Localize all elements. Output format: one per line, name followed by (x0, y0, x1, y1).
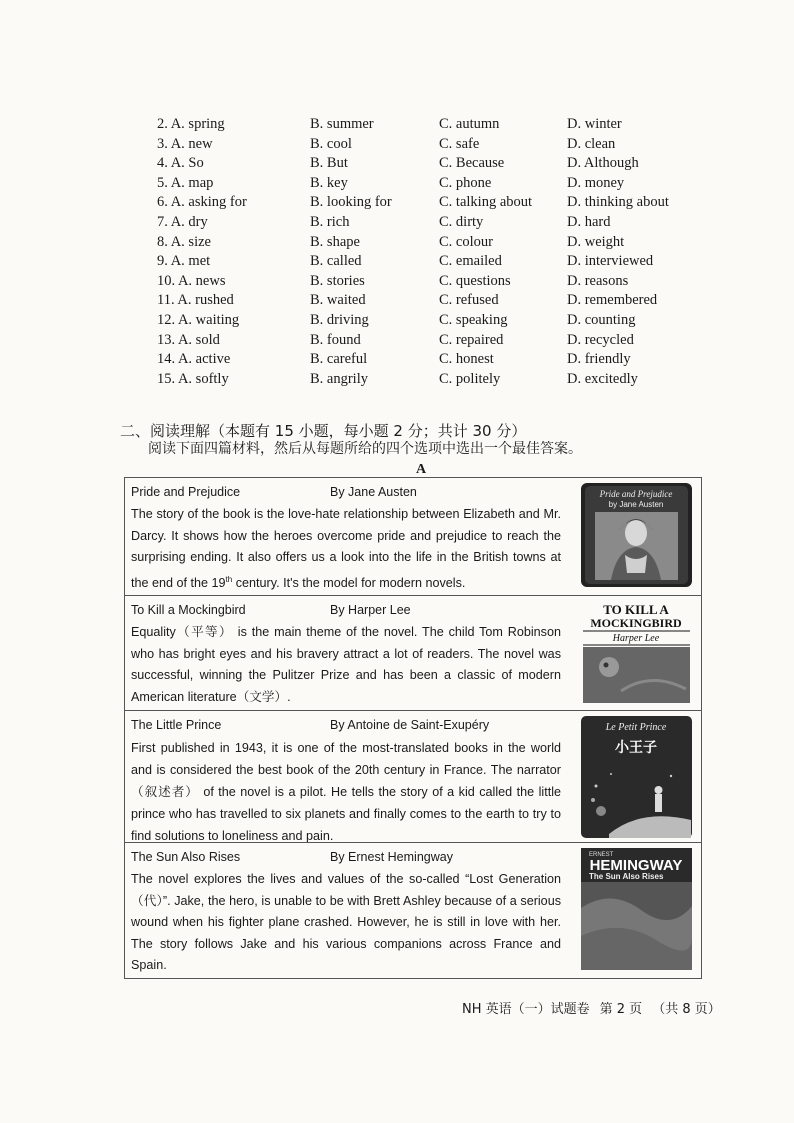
cover-author: by Jane Austen (608, 500, 664, 509)
book-title: The Little Prince (131, 718, 222, 732)
option-b: B. key (310, 174, 348, 191)
option-row (152, 234, 712, 254)
option-a: 4. A. So (157, 155, 204, 172)
option-b: B. called (310, 253, 362, 270)
option-d: D. remembered (567, 292, 658, 309)
hemingway-cover-icon (581, 848, 692, 970)
book-author: By Jane Austen (330, 485, 417, 499)
book-description: The novel explores the lives and values of the so-called “Lost Generation（代）”. Jake, the hero, is unable to be with Brett Ashley because of a serious wound when his fighter plane crashed. However, he is still in love with her. The story follows Jake and his various companions across France and Spain. (131, 872, 561, 972)
book-title: Pride and Prejudice (131, 485, 241, 499)
option-a: 10. A. news (157, 272, 226, 289)
book-title: The Sun Also Rises (131, 850, 241, 864)
cover-title: Pride and Prejudice (599, 489, 673, 499)
option-b: B. summer (310, 116, 374, 132)
option-row (152, 116, 712, 136)
book-cover-image (581, 716, 692, 838)
footer-exam-name: NH 英语（一）试题卷 (462, 1002, 590, 1017)
option-a: 8. A. size (157, 233, 211, 250)
description-text: The story of the book is the love-hate relationship between Elizabeth and Mr. Darcy. It shows how the heroes overcome pride and prejudice to reach the surprising ending. It also offers us a look into the life in the British towns at the end of the 19 (131, 507, 561, 590)
cover-title: The Sun Also Rises (589, 872, 664, 881)
option-c: C. politely (439, 370, 501, 387)
section-instruction: 阅读下面四篇材料，然后从每题所给的四个选项中选出一个最佳答案。 (148, 441, 582, 457)
option-a: 3. A. new (157, 135, 213, 152)
option-d: D. counting (567, 311, 636, 328)
option-d: D. winter (567, 116, 622, 132)
option-a: 9. A. met (157, 253, 211, 270)
option-a: 7. A. dry (157, 213, 208, 230)
section-title: 二、阅读理解（本题有 15 小题，每小题 2 分；共计 30 分） (120, 422, 527, 440)
option-b: B. waited (310, 292, 366, 309)
description-text-end: century. It's the model for modern novels. (232, 575, 466, 590)
passage-label: A (416, 462, 427, 477)
cover-title-line2: MOCKINGBIRD (590, 616, 682, 630)
option-d: D. excitedly (567, 370, 638, 387)
option-b: B. found (310, 331, 361, 348)
option-c: C. speaking (439, 311, 508, 328)
option-a: 2. A. spring (157, 116, 225, 132)
book-description (131, 504, 561, 594)
book-entry-pride-and-prejudice (125, 478, 701, 595)
option-b: B. angrily (310, 370, 368, 387)
book-entry-the-sun-also-rises (125, 842, 701, 978)
option-c: C. colour (439, 233, 493, 250)
cover-author-small: ERNEST (589, 852, 614, 858)
cover-title-line1: TO KILL A (603, 602, 669, 617)
option-b: B. careful (310, 351, 368, 368)
book-cover-image (581, 848, 692, 970)
cover-title-cn: 小王子 (615, 740, 657, 756)
little-prince-cover-icon (581, 716, 692, 838)
option-row (152, 155, 712, 175)
option-a: 13. A. sold (157, 331, 220, 348)
book-author: By Antoine de Saint-Exupéry (330, 718, 490, 732)
option-b: B. stories (310, 272, 365, 289)
option-d: D. weight (567, 233, 625, 250)
book-author: By Harper Lee (330, 603, 411, 617)
portrait-cover-icon (581, 483, 692, 587)
option-d: D. interviewed (567, 253, 654, 270)
option-c: C. talking about (439, 194, 533, 211)
book-cover-image (581, 601, 692, 705)
option-row (152, 194, 712, 214)
option-row (152, 332, 712, 352)
footer-total-pages: （共 8 页） (652, 1002, 721, 1017)
option-c: C. phone (439, 174, 492, 191)
option-c: C. honest (439, 351, 494, 368)
cloze-options-table (152, 116, 712, 390)
option-row (152, 371, 712, 391)
option-d: D. friendly (567, 351, 631, 368)
option-b: B. cool (310, 135, 352, 152)
option-b: B. shape (310, 233, 360, 250)
option-row (152, 292, 712, 312)
book-description: Equality（平等） is the main theme of the novel. The child Tom Robinson who has bright eyes and his bravery attract a lot of readers. The novel was successful, winning the Pulitzer Prize and has been a classic of modern American literature（文学）. (131, 625, 561, 704)
option-c: C. autumn (439, 116, 500, 132)
option-d: D. hard (567, 213, 611, 230)
option-b: B. looking for (310, 194, 392, 211)
option-c: C. questions (439, 272, 511, 289)
book-description: First published in 1943, it is one of the most-translated books in the world and is considered the best book of the 20th century in France. The narrator（叙述者） of the novel is a pilot. He tells the story of a kid called the little prince who has travelled to six planets and finally comes to the earth to try to find solutions to loneliness and pain. (131, 741, 561, 843)
option-row (152, 136, 712, 156)
cover-title-fr: Le Petit Prince (605, 722, 667, 733)
option-c: C. safe (439, 135, 480, 152)
option-d: D. reasons (567, 272, 629, 289)
option-row (152, 273, 712, 293)
book-entry-to-kill-a-mockingbird (125, 595, 701, 710)
book-entry-the-little-prince (125, 710, 701, 842)
book-cover-image (581, 483, 692, 587)
option-d: D. money (567, 174, 625, 191)
cover-author-big: HEMINGWAY (589, 857, 683, 874)
option-c: C. repaired (439, 331, 504, 348)
books-table (124, 477, 702, 979)
book-author: By Ernest Hemingway (330, 850, 453, 864)
option-c: C. Because (439, 155, 505, 172)
option-a: 5. A. map (157, 174, 214, 191)
option-d: D. recycled (567, 331, 634, 348)
option-c: C. refused (439, 292, 499, 309)
footer-page-number: 第 2 页 (599, 1002, 643, 1017)
cover-author: Harper Lee (612, 633, 660, 644)
option-a: 11. A. rushed (157, 292, 234, 309)
option-row (152, 351, 712, 371)
option-d: D. Although (567, 155, 639, 172)
option-d: D. thinking about (567, 194, 669, 211)
book-title: To Kill a Mockingbird (131, 603, 246, 617)
option-row (152, 214, 712, 234)
option-b: B. driving (310, 311, 369, 328)
superscript-th: th (225, 574, 233, 584)
option-b: B. But (310, 155, 348, 172)
option-c: C. emailed (439, 253, 502, 270)
page-footer (462, 998, 731, 1017)
option-a: 12. A. waiting (157, 311, 240, 328)
option-row (152, 175, 712, 195)
option-d: D. clean (567, 135, 616, 152)
option-row (152, 253, 712, 273)
mockingbird-cover-icon (581, 601, 692, 705)
option-a: 14. A. active (157, 351, 231, 368)
option-b: B. rich (310, 213, 350, 230)
option-row (152, 312, 712, 332)
option-a: 6. A. asking for (157, 194, 247, 211)
option-a: 15. A. softly (157, 370, 229, 387)
option-c: C. dirty (439, 213, 484, 230)
